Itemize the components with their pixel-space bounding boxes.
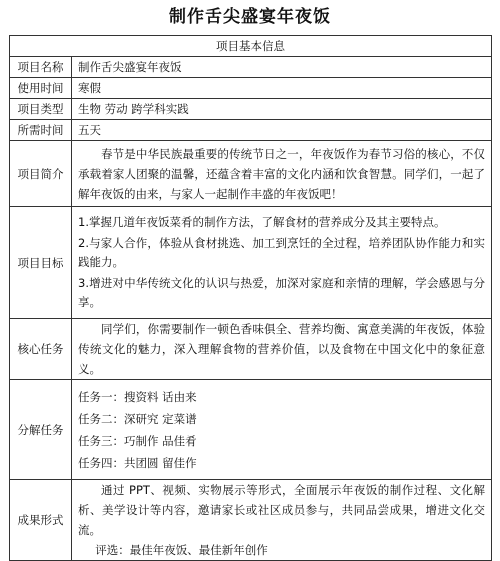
row-project-name	[10, 57, 492, 78]
row-intro	[10, 141, 492, 207]
row-subtasks	[10, 380, 492, 480]
section-header-row	[10, 36, 492, 57]
subtask-item-3: 任务三：巧制作 品佳肴	[78, 433, 197, 448]
value-duration: 五天	[72, 120, 492, 141]
value-core-task-cell	[72, 319, 492, 380]
project-info-table	[9, 35, 492, 561]
value-project-type: 生物 劳动 跨学科实践	[72, 99, 492, 120]
intro-paragraph: 春节是中华民族最重要的传统节日之一，年夜饭作为春节习俗的核心，不仅承载着家人团聚的温馨，还蕴含着丰富的文化内涵和饮食智慧。同学们，一起了解年夜饭的由来，与家人一起制作丰盛的年夜饭吧！	[78, 146, 485, 201]
value-subtasks-cell	[72, 380, 492, 480]
label-subtasks: 分解任务	[10, 380, 72, 480]
subtask-item-2: 任务二：深研究 定菜谱	[78, 411, 197, 426]
row-core-task	[10, 319, 492, 380]
value-intro-cell	[72, 141, 492, 207]
core-task-paragraph: 同学们，你需要制作一顿色香味俱全、营养均衡、寓意美满的年夜饭，体验传统文化的魅力，深入理解食物的营养价值，以及食物在中国文化中的象征意义。	[78, 322, 485, 376]
outcome-evaluation: 评选：最佳年夜饭、最佳新年创作	[95, 543, 268, 557]
goal-item-3: 3.增进对中华传统文化的认识与热爱，加深对家庭和亲情的理解，学会感恩与分享。	[78, 276, 485, 309]
value-project-name: 制作舌尖盛宴年夜饭	[72, 57, 492, 78]
row-project-type	[10, 99, 492, 120]
value-usage-time: 寒假	[72, 78, 492, 99]
row-goals	[10, 207, 492, 319]
label-project-type: 项目类型	[10, 99, 72, 120]
goal-item-2: 2.与家人合作，体验从食材挑选、加工到烹饪的全过程，培养团队协作能力和实践能力。	[78, 236, 485, 269]
subtask-item-1: 任务一：搜资料 话由来	[78, 389, 197, 404]
goal-item-1: 1.掌握几道年夜饭菜肴的制作方法，了解食材的营养成分及其主要特点。	[78, 215, 446, 229]
document-title: 制作舌尖盛宴年夜饭	[169, 7, 331, 27]
label-project-name: 项目名称	[10, 57, 72, 78]
row-usage-time	[10, 78, 492, 99]
value-goals-cell	[72, 207, 492, 319]
label-goals: 项目目标	[10, 207, 72, 319]
label-duration: 所需时间	[10, 120, 72, 141]
label-outcome: 成果形式	[10, 480, 72, 561]
section-header: 项目基本信息	[10, 36, 492, 57]
row-outcome	[10, 480, 492, 561]
label-intro: 项目简介	[10, 141, 72, 207]
value-outcome-cell	[72, 480, 492, 561]
outcome-paragraph: 通过 PPT、视频、实物展示等形式，全面展示年夜饭的制作过程、文化解析、美学设计等内容，邀请家长或社区成员参与，共同品尝成果，增进文化交流。	[78, 483, 485, 537]
subtask-item-4: 任务四：共团圆 留佳作	[78, 455, 197, 470]
row-duration	[10, 120, 492, 141]
label-core-task: 核心任务	[10, 319, 72, 380]
label-usage-time: 使用时间	[10, 78, 72, 99]
